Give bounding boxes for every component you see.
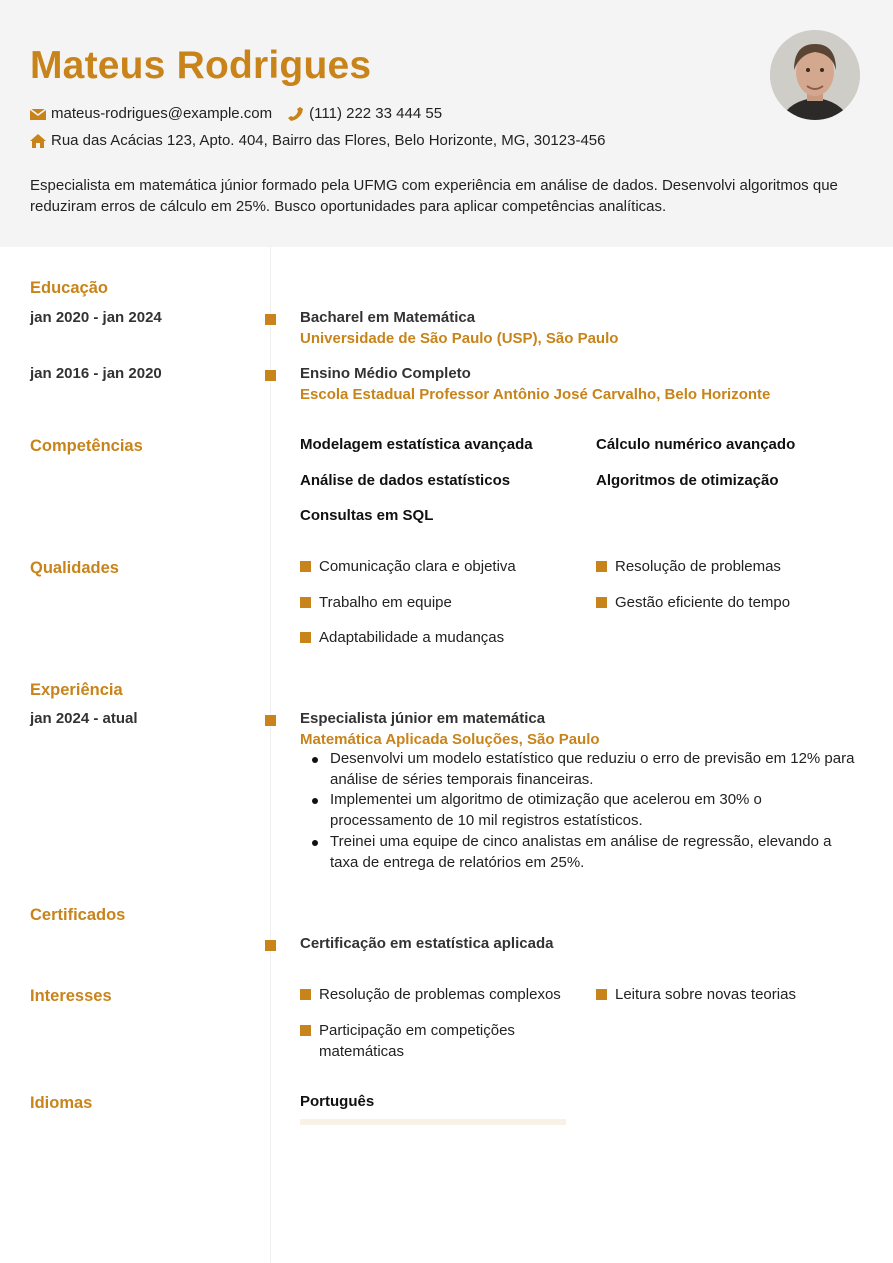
quality-item (596, 592, 790, 613)
skill-item: Consultas em SQL (300, 507, 434, 524)
square-bullet-icon (300, 1025, 311, 1036)
timeline-marker (265, 940, 276, 951)
section-title-languages: Idiomas (30, 1094, 93, 1112)
achievement-item: Treinei uma equipe de cinco analistas em análise de regressão, elevando a taxa de entrega de relatórios em 25%. (300, 832, 860, 873)
interest-text: Participação em competições matemáticas (319, 1022, 515, 1060)
home-icon (30, 134, 46, 148)
section-title-education: Educação (30, 279, 108, 297)
email-link[interactable]: mateus-rodrigues@example.com (51, 105, 273, 122)
square-bullet-icon (300, 561, 311, 572)
interest-item (596, 984, 796, 1005)
square-bullet-icon (596, 989, 607, 1000)
timeline-marker (265, 314, 276, 325)
avatar (770, 30, 860, 120)
quality-text: Gestão eficiente do tempo (615, 594, 791, 611)
section-title-experience: Experiência (30, 681, 123, 699)
experience-company: Matemática Aplicada Soluções, São Paulo (300, 731, 600, 748)
column-divider (270, 247, 271, 1263)
education-date: jan 2016 - jan 2020 (30, 365, 162, 382)
contact-row (30, 105, 442, 122)
section-title-certificates: Certificados (30, 906, 126, 924)
section-title-interests: Interesses (30, 987, 112, 1005)
quality-item (300, 556, 516, 577)
quality-text: Resolução de problemas (615, 558, 781, 575)
education-school: Universidade de São Paulo (USP), São Paulo (300, 330, 619, 347)
achievement-item: Desenvolvi um modelo estatístico que reduziu o erro de previsão em 12% para análise de séries temporais financeiras. (300, 749, 860, 790)
timeline-marker (265, 715, 276, 726)
interest-text: Resolução de problemas complexos (319, 986, 561, 1003)
interest-item (300, 1020, 540, 1062)
language-name: Português (300, 1093, 375, 1110)
address-row (30, 132, 605, 149)
phone-icon (288, 107, 304, 121)
education-school: Escola Estadual Professor Antônio José Carvalho, Belo Horizonte (300, 386, 771, 403)
profile-summary: Especialista em matemática júnior formado pela UFMG com experiência em análise de dados. Desenvolvi algoritmos que reduziram erros de cálculo em 25%. Busco oportunidades para aplicar competências analíticas. (30, 177, 838, 215)
timeline-marker (265, 370, 276, 381)
square-bullet-icon (596, 561, 607, 572)
skill-item: Modelagem estatística avançada (300, 436, 533, 453)
phone-number[interactable]: (111) 222 33 444 55 (309, 105, 443, 122)
square-bullet-icon (596, 597, 607, 608)
section-title-qualities: Qualidades (30, 559, 119, 577)
section-title-skills: Competências (30, 437, 143, 455)
skill-item: Análise de dados estatísticos (300, 472, 511, 489)
envelope-icon (30, 107, 46, 121)
square-bullet-icon (300, 597, 311, 608)
skill-item: Algoritmos de otimização (596, 472, 779, 489)
certificate-item: Certificação em estatística aplicada (300, 935, 554, 952)
experience-date: jan 2024 - atual (30, 710, 138, 727)
quality-text: Trabalho em equipe (319, 594, 452, 611)
education-degree: Ensino Médio Completo (300, 365, 471, 382)
interest-item (300, 984, 561, 1005)
square-bullet-icon (300, 989, 311, 1000)
candidate-name: Mateus Rodrigues (30, 44, 372, 87)
experience-role: Especialista júnior em matemática (300, 710, 546, 727)
experience-achievements (300, 749, 860, 873)
square-bullet-icon (300, 632, 311, 643)
quality-text: Comunicação clara e objetiva (319, 558, 516, 575)
education-degree: Bacharel em Matemática (300, 309, 476, 326)
resume-header (0, 0, 893, 247)
quality-item (596, 556, 781, 577)
quality-item (300, 627, 504, 648)
address-text: Rua das Acácias 123, Apto. 404, Bairro das Flores, Belo Horizonte, MG, 30123-456 (51, 132, 606, 149)
quality-item (300, 592, 452, 613)
achievement-item: Implementei um algoritmo de otimização que acelerou em 30% o processamento de 10 mil registros estatísticos. (300, 790, 860, 831)
education-date: jan 2020 - jan 2024 (30, 309, 162, 326)
language-level-bar (300, 1119, 566, 1125)
quality-text: Adaptabilidade a mudanças (319, 629, 505, 646)
interest-text: Leitura sobre novas teorias (615, 986, 796, 1003)
skill-item: Cálculo numérico avançado (596, 436, 796, 453)
